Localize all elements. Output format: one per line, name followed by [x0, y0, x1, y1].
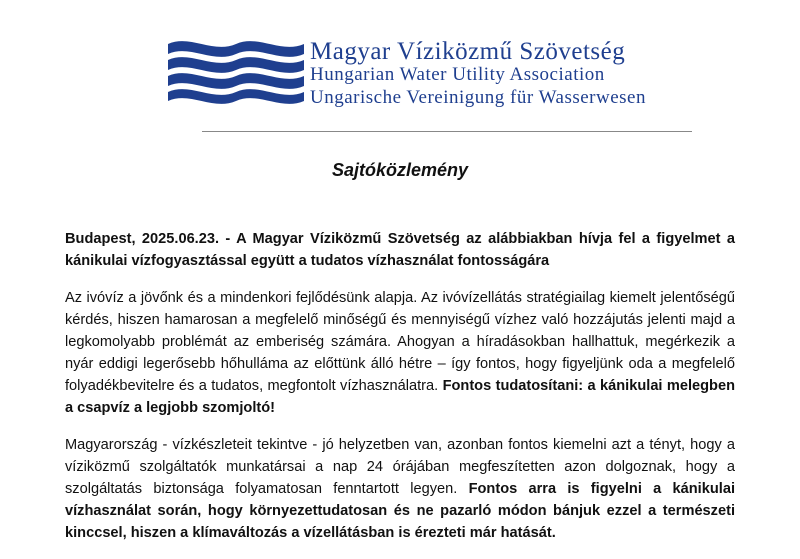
header-divider	[202, 131, 692, 132]
org-name-hungarian: Magyar Víziközmű Szövetség	[310, 38, 626, 65]
org-name-english: Hungarian Water Utility Association	[310, 64, 605, 85]
press-release-body	[65, 228, 735, 559]
paragraph-1-text: Az ivóvíz a jövőnk és a mindenkori fejlődésünk alapja. Az ivóvízellátás stratégiailag kiemelt jelentőségű kérdés, hiszen hamarosan a megfelelő minőségű és mennyiségű vízhez való hozzájutás jelenti majd a legkomolyabb problémát az emberiség számára. Ahogyan a híradásokban hallhattuk, megérkezik a nyár eddigi legerősebb hőhulláma az előttünk álló hétre – így fontos, hogy figyeljünk oda a megfelelő folyadékbevitelre és a tudatos, megfontolt vízhasználatra.	[65, 290, 735, 394]
org-name-german: Ungarische Vereinigung für Wasserwesen	[310, 87, 646, 108]
paragraph-2-text: Magyarország - vízkészleteit tekintve - jó helyzetben van, azonban fontos kiemelni azt a tényt, hogy a víziközmű szolgáltatók munkatársai a nap 24 órájában megfeszítetten azon dolgoznak, hogy a szolgáltatás biztonsága folyamatosan fenntartott legyen.	[65, 437, 735, 497]
paragraph-1-bold: Fontos tudatosítani: a kánikulai melegben a csapvíz a legjobb szomjoltó!	[65, 378, 735, 416]
paragraph-2-bold: Fontos arra is figyelni a kánikulai vízhasználat során, hogy környezettudatosan és ne pazarló módon bánjuk ezzel a természeti kinccsel, hiszen a klímaváltozás a vízellátásban is érezteti már hatását.	[65, 481, 735, 541]
paragraph-1	[65, 287, 735, 419]
document-title: Sajtóközlemény	[331, 160, 469, 180]
paragraph-2	[65, 434, 735, 544]
organization-name	[310, 40, 646, 109]
lead-paragraph: Budapest, 2025.06.23. - A Magyar Víziközmű Szövetség az alábbiakban hívja fel a figyelmet a kánikulai vízfogyasztással együtt a tudatos vízhasználat fontosságára	[65, 231, 735, 269]
letterhead	[0, 0, 800, 140]
water-waves-logo-icon	[168, 38, 304, 108]
